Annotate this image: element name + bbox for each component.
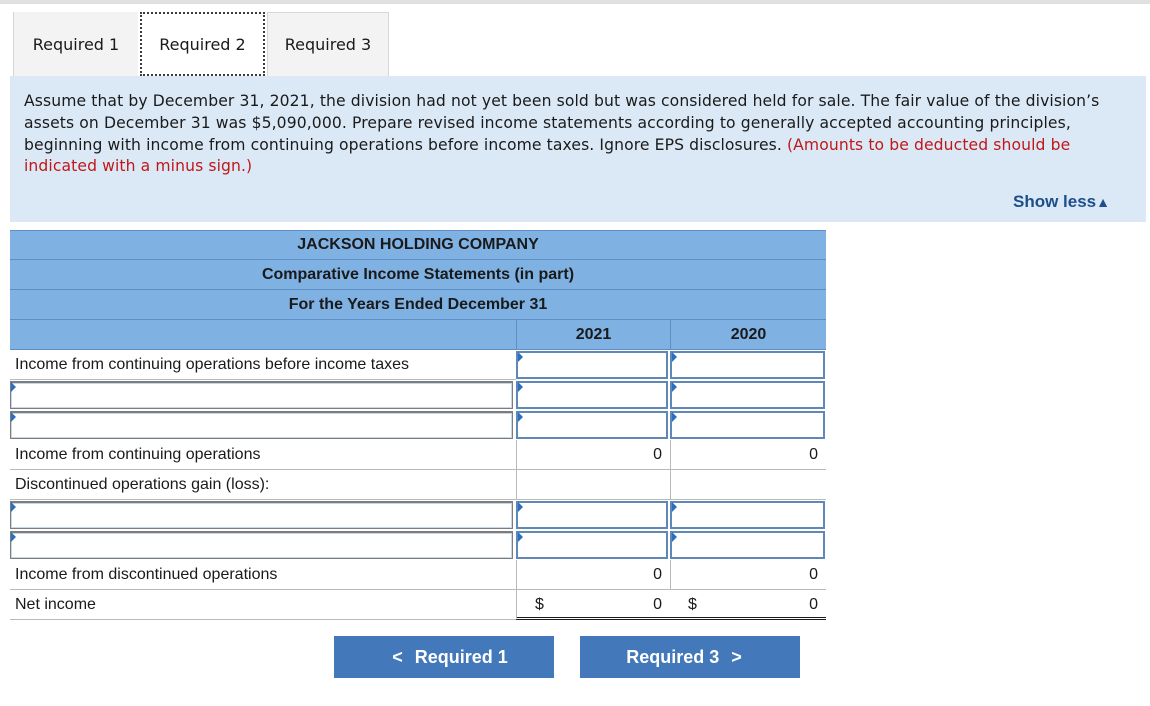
row-editable-1	[10, 380, 826, 410]
row-label: Income from continuing operations	[10, 440, 516, 470]
statement-period-text: For the Years Ended December 31	[288, 295, 548, 313]
input-pretax-2020[interactable]	[670, 351, 825, 379]
input-flag-icon	[672, 532, 677, 542]
input-flag-icon	[11, 502, 16, 512]
instructions-body: Assume that by December 31, 2021, the division had not yet been sold but was considered held for sale. The fair value of the division’s assets on December 31 was $5,090,000. Prepare revised income statements according to generally accepted accounting principles, beginning with income from continuing operations before income taxes. Ignore EPS disclosures.	[24, 92, 1100, 154]
triangle-up-icon: ▲	[1096, 194, 1110, 210]
input-flag-icon	[11, 382, 16, 392]
value-cont-ops-2021: 0	[516, 440, 670, 470]
year-2021-header: 2021	[516, 320, 670, 349]
input-label-4[interactable]	[10, 531, 513, 559]
row-editable-4	[10, 530, 826, 560]
chevron-left-icon: <	[392, 646, 403, 667]
prev-required-button[interactable]	[334, 636, 554, 678]
show-less-toggle[interactable]	[1013, 192, 1110, 212]
year-2020-header: 2020	[670, 320, 826, 349]
value-net-2021	[516, 590, 670, 620]
row-net-income	[10, 590, 826, 620]
currency-symbol: $	[535, 596, 544, 613]
input-flag-icon	[672, 502, 677, 512]
year-header-row	[10, 320, 826, 350]
row-pretax-income	[10, 350, 826, 380]
tab-required-1[interactable]: Required 1	[13, 12, 138, 76]
input-flag-icon	[518, 352, 523, 362]
net-2020-amount: 0	[809, 596, 818, 613]
row-continuing-ops	[10, 440, 826, 470]
input-label-3[interactable]	[10, 501, 513, 529]
input-label-1[interactable]	[10, 381, 513, 409]
input-row2-2021[interactable]	[516, 411, 668, 439]
row-discontinued-ops	[10, 560, 826, 590]
input-flag-icon	[518, 502, 523, 512]
instructions-panel	[10, 76, 1146, 222]
income-statement	[10, 230, 826, 620]
chevron-right-icon: >	[731, 646, 742, 667]
row-label: Discontinued operations gain (loss):	[10, 470, 516, 500]
input-flag-icon	[672, 412, 677, 422]
tab-required-2[interactable]: Required 2	[140, 12, 265, 76]
input-flag-icon	[11, 412, 16, 422]
row-label: Income from continuing operations before income taxes	[10, 350, 516, 380]
input-flag-icon	[672, 352, 677, 362]
statement-period	[10, 290, 826, 320]
input-flag-icon	[518, 382, 523, 392]
prev-button-label: Required 1	[414, 646, 508, 667]
input-row4-2021[interactable]	[516, 531, 668, 559]
row-editable-2	[10, 410, 826, 440]
input-pretax-2021[interactable]	[516, 351, 668, 379]
row-label: Income from discontinued operations	[10, 560, 516, 590]
input-flag-icon	[672, 382, 677, 392]
value-disc-ops-2021: 0	[516, 560, 670, 590]
next-required-button[interactable]	[580, 636, 800, 678]
company-name	[10, 230, 826, 260]
statement-title-text: Comparative Income Statements (in part)	[261, 265, 575, 283]
input-flag-icon	[518, 532, 523, 542]
show-less-label: Show less	[1013, 192, 1097, 211]
company-name-text: JACKSON HOLDING COMPANY	[297, 236, 539, 253]
input-row1-2021[interactable]	[516, 381, 668, 409]
input-flag-icon	[11, 532, 16, 542]
value-net-2020	[670, 590, 826, 620]
input-row2-2020[interactable]	[670, 411, 825, 439]
instructions-text	[24, 91, 1134, 178]
currency-symbol: $	[688, 596, 697, 613]
instructions-note: (Amounts to be deducted should be indicated with a minus sign.)	[24, 135, 1071, 176]
value-disc-ops-2020: 0	[670, 560, 826, 590]
net-2021-amount: 0	[653, 596, 662, 613]
row-label: Net income	[10, 590, 516, 620]
input-row4-2020[interactable]	[670, 531, 825, 559]
input-row3-2020[interactable]	[670, 501, 825, 529]
row-editable-3	[10, 500, 826, 530]
row-discontinued-header	[10, 470, 826, 500]
top-rule	[0, 0, 1150, 4]
next-button-label: Required 3	[626, 646, 720, 667]
input-row3-2021[interactable]	[516, 501, 668, 529]
empty-cell	[670, 470, 826, 500]
input-row1-2020[interactable]	[670, 381, 825, 409]
input-flag-icon	[518, 412, 523, 422]
input-label-2[interactable]	[10, 411, 513, 439]
value-cont-ops-2020: 0	[670, 440, 826, 470]
tab-required-3[interactable]: Required 3	[267, 12, 389, 76]
empty-cell	[516, 470, 670, 500]
statement-title	[10, 260, 826, 290]
